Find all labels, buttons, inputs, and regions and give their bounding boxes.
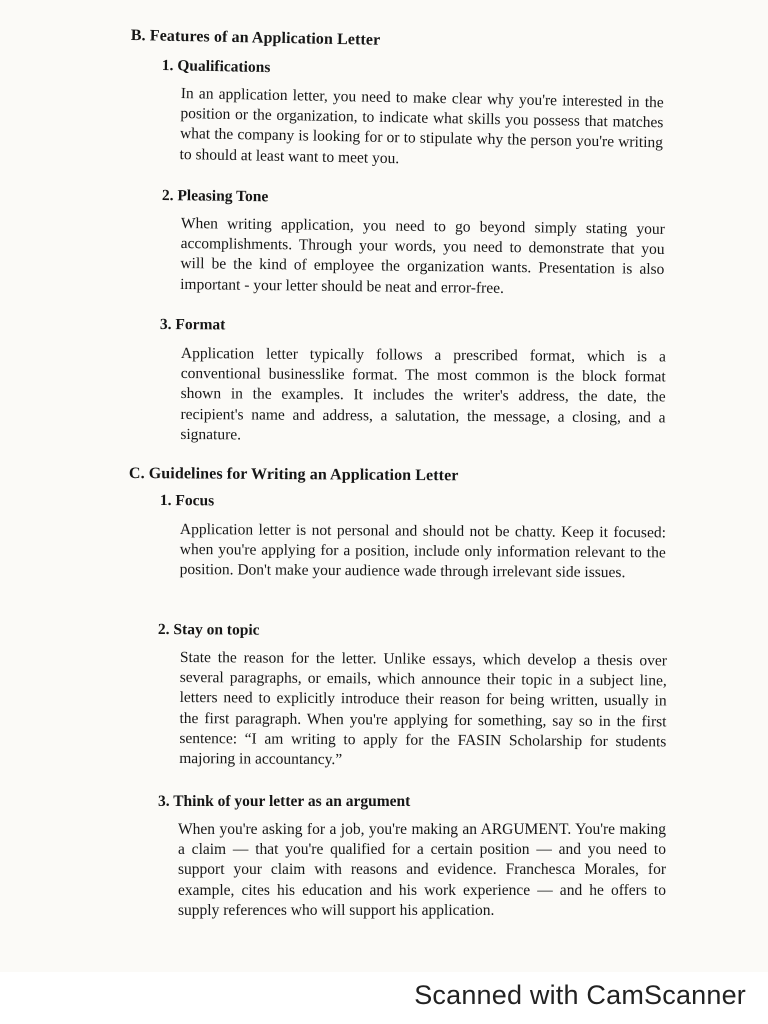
item-qualifications-text: In an application letter, you need to make clear why you're interested in the position or the organization, to indicate what skills you possess that matches what the company is looking for or to stipulate why the person you're writing to should at least want to meet you. [179,84,664,167]
item-focus-text: Application letter is not personal and should not be chatty. Keep it focused: when you're applying for a position, include only information relevant to the position. Don't make your audience wade through irrelevant side issues. [179,521,666,582]
item-pleasing-tone-title: 2. Pleasing Tone [161,187,269,206]
item-format-title: 3. Format [159,316,226,334]
camscanner-watermark: Scanned with CamScanner [414,980,746,1010]
item-stay-on-topic-text: State the reason for the letter. Unlike essays, which develop a thesis over several paragraphs, or emails, which announce their topic in a subject line, letters need to explicitly introduce their reason for being written, usually in the first paragraph. When you're applying for something, say so in the first sentence: “I am writing to apply for the FASIN Scholarship for students majoring in accountancy.” [179,649,667,769]
item-argument-title: 3. Think of your letter as an argument [158,793,411,810]
item-qualifications-title: 1. Qualifications [161,57,271,77]
item-focus-title: 1. Focus [159,492,215,510]
item-stay-on-topic-title: 2. Stay on topic [157,621,260,639]
section-b-heading: B. Features of an Application Letter [130,27,381,49]
section-c-heading: C. Guidelines for Writing an Application Letter [128,465,459,485]
item-pleasing-tone-text: When writing application, you need to go beyond simply stating your accomplishments. Through your words, you need to demonstrate that you will be the kind of employee the organization wants. Presentation is also important - your letter should be neat and error-free. [180,214,665,297]
item-argument-text: When you're asking for a job, you're making an ARGUMENT. You're making a claim — that you're qualified for a certain position — and you need to support your claim with reasons and evidence. Franchesca Morales, for example, cites his education and his work experience — and he offers to supply references who will support his application. [178,821,666,919]
item-format-text: Application letter typically follows a prescribed format, which is a conventional businesslike format. The most common is the block format shown in the examples. It includes the writer's address, the date, the recipient's name and address, a salutation, the message, a closing, and a signature. [180,344,666,444]
